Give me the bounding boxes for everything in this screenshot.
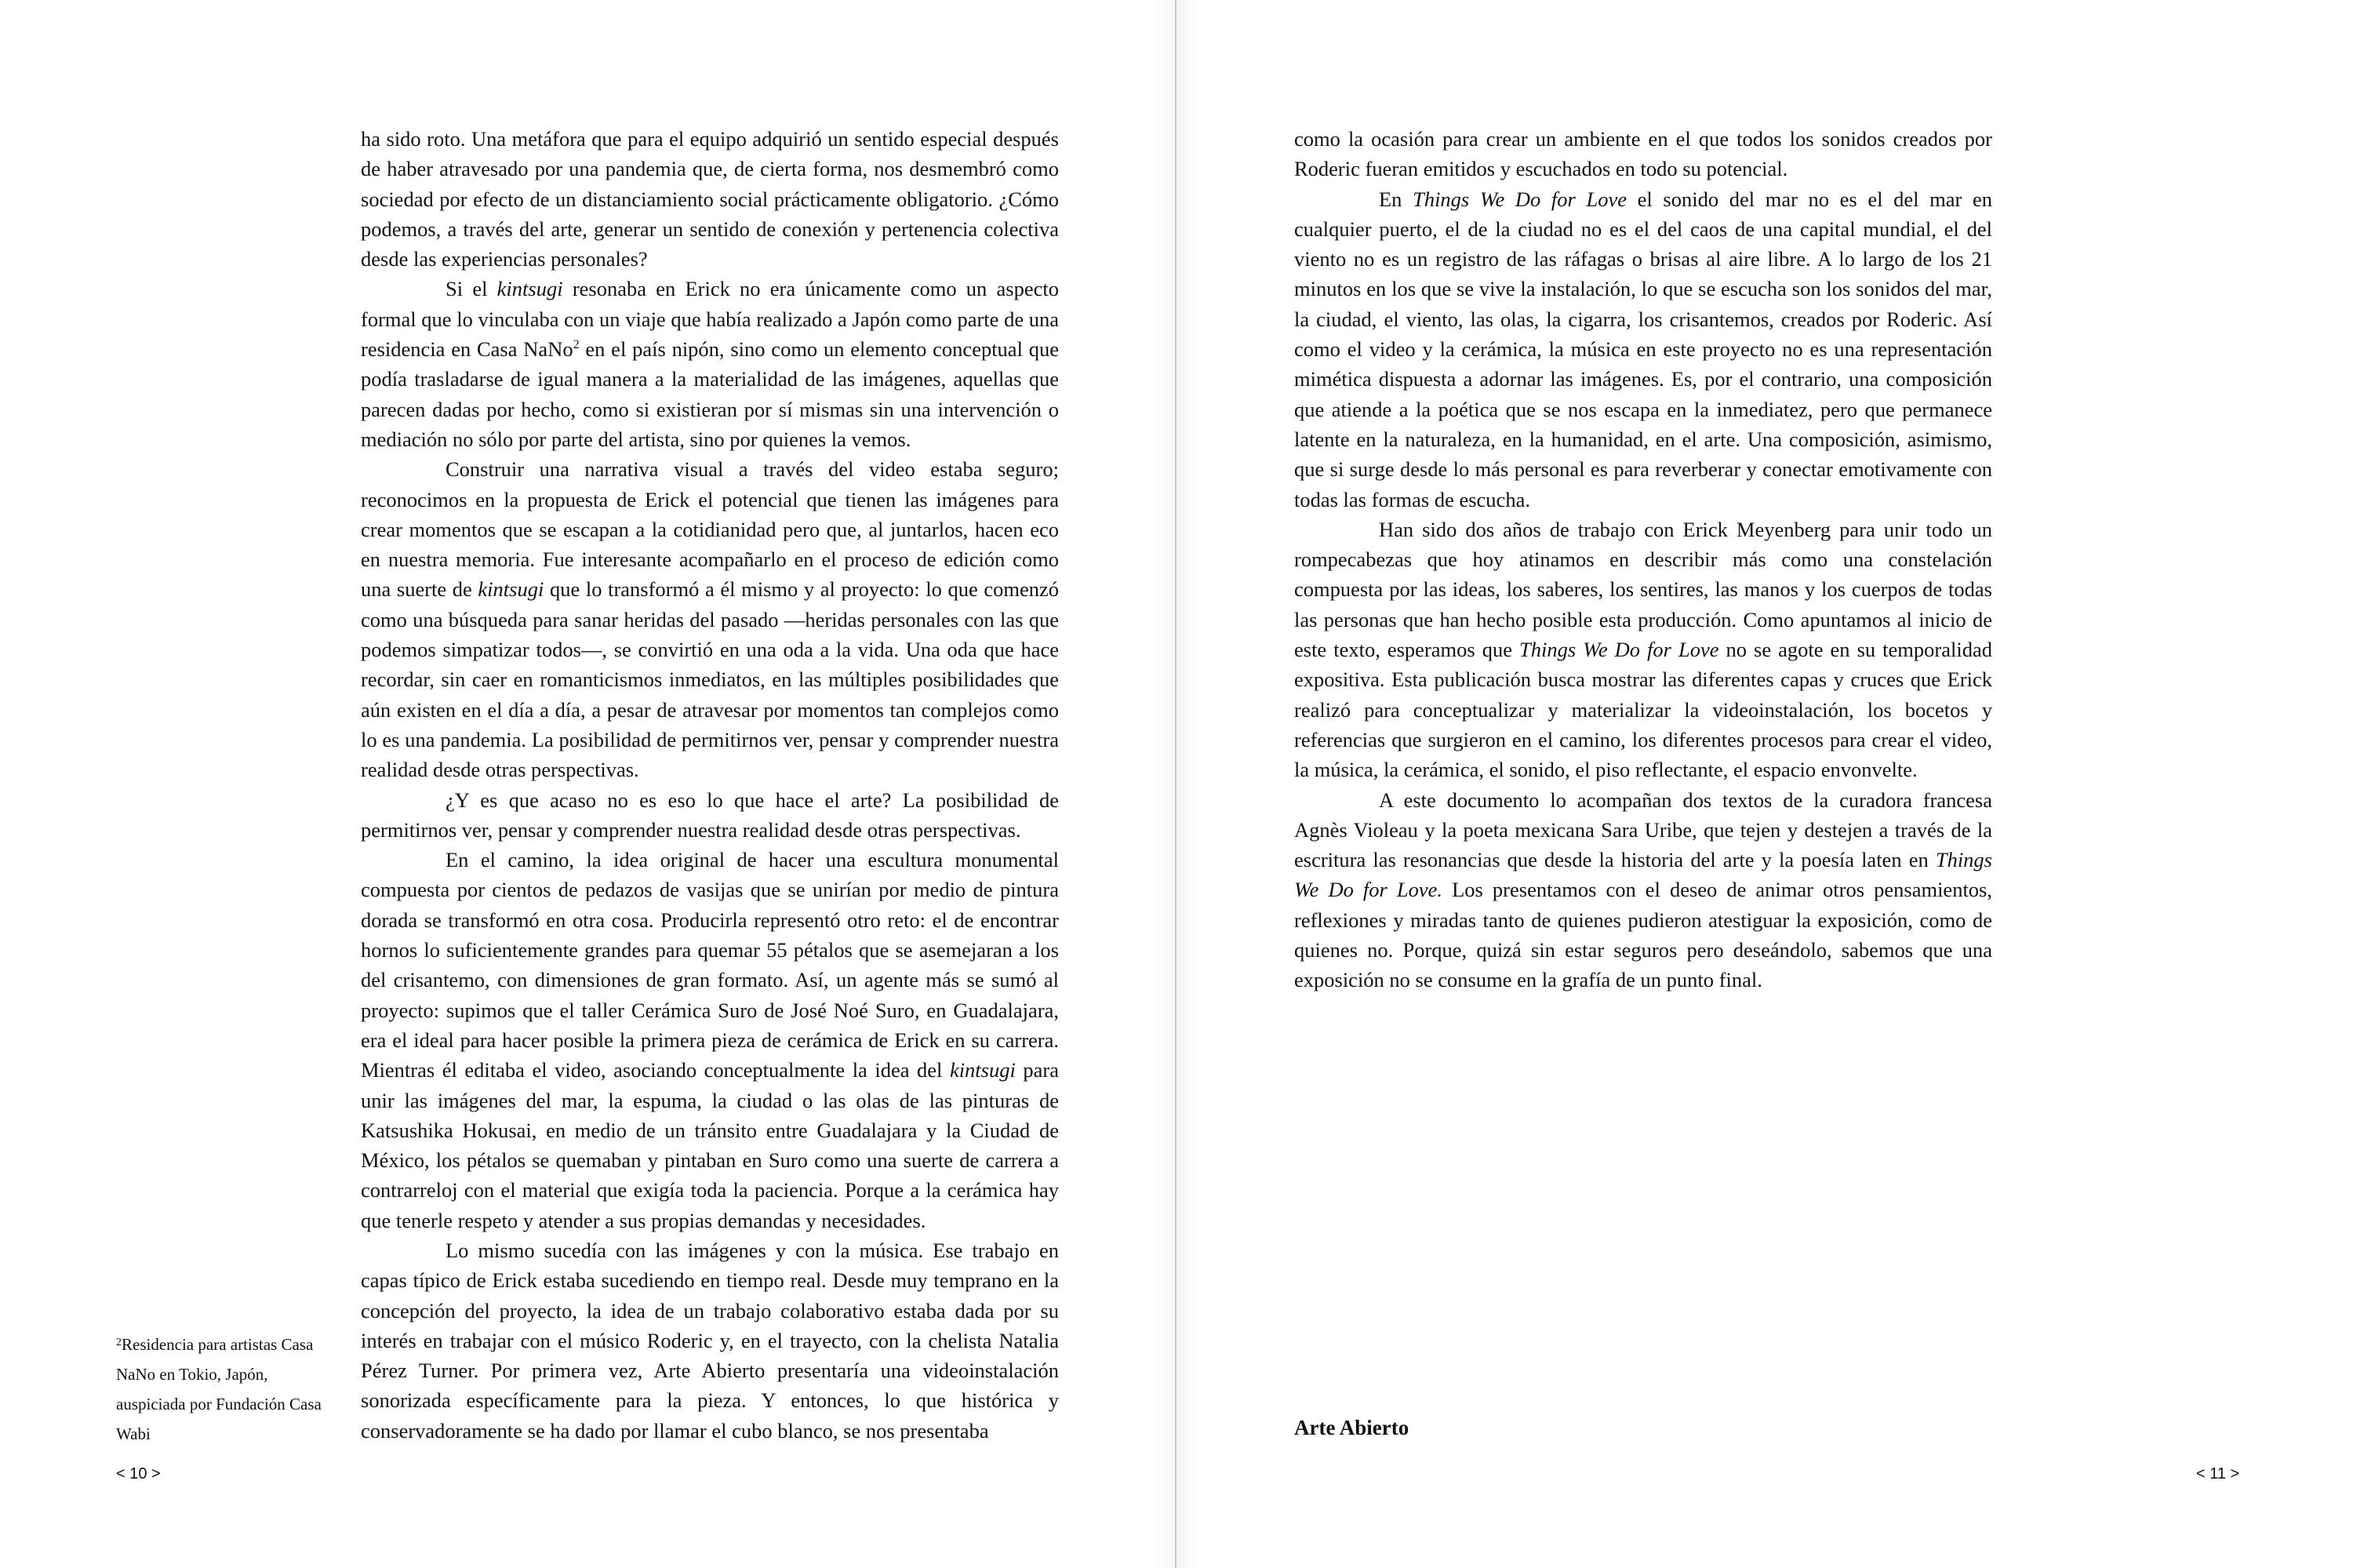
paragraph: ha sido roto. Una metáfora que para el equipo adquirió un sentido especial después de haber atravesado por una pandemia que, de cierta forma, nos desmembró como sociedad por efecto de un distanciamiento social prácticamente obligatorio. ¿Cómo podemos, a través del arte, generar un sentido de conexión y pertenencia colectiva desde las experiencias personales?	[361, 127, 1059, 271]
paragraph: En Things We Do for Love el sonido del mar no es el del mar en cualquier puerto, el de la ciudad no es el del caos de una capital mundial, el del viento no es un registro de las ráfagas o brisas al aire libre. A lo largo de los 21 minutos en los que se vive la instalación, lo que se escucha son los sonidos del mar, la ciudad, el viento, las olas, la cigarra, los crisantemos, creados por Roderic. Así como el video y la cerámica, la música en este proyecto no es una representación mimética dispuesta a adornar las imágenes. Es, por el contrario, una composición que atiende a la poética que se nos escapa en la inmediatez, pero que permanece latente en la naturaleza, en la humanidad, en el arte. Una composición, asimismo, que si surge desde lo más personal es para reverberar y conectar emotivamente con todas las formas de escucha.	[1294, 187, 1992, 511]
footnote	[116, 1328, 336, 1449]
paragraph: Han sido dos años de trabajo con Erick Meyenberg para unir todo un rompecabezas que hoy atinamos en describir más como una constelación compuesta por las ideas, los saberes, los sentires, las manos y los cuerpos de todas las personas que han hecho posible esta producción. Como apuntamos al inicio de este texto, esperamos que Things We Do for Love no se agote en su temporalidad expositiva. Esta publicación busca mostrar las diferentes capas y cruces que Erick realizó para conceptualizar y materializar la videoinstalación, los bocetos y referencias que surgieron en el camino, los diferentes procesos para crear el video, la música, la cerámica, el sonido, el piso reflectante, el espacio envonvelte.	[1294, 517, 1992, 782]
page-number-right: < 11 >	[2196, 1465, 2240, 1483]
paragraph: Construir una narrativa visual a través del video estaba seguro; reconocimos en la propuesta de Erick el potencial que tienen las imágenes para crear momentos que se escapan a la cotidianidad pero que, al juntarlos, hacen eco en nuestra memoria. Fue interesante acompañarlo en el proceso de edición como una suerte de kintsugi que lo transformó a él mismo y al proyecto: lo que comenzó como una búsqueda para sanar heridas del pasado —heridas personales con las que podemos simpatizar todos—, se convirtió en una oda a la vida. Una oda que hace recordar, sin caer en romanticismos inmediatos, en las múltiples posibilidades que aún existen en el día a día, a pesar de atravesar por momentos tan complejos como lo es una pandemia. La posibilidad de permitirnos ver, pensar y comprender nuestra realidad desde otras perspectivas.	[361, 457, 1059, 782]
paragraph: Si el kintsugi resonaba en Erick no era únicamente como un aspecto formal que lo vinculaba con un viaje que había realizado a Japón como parte de una residencia en Casa NaNo$^2$ en el país nipón, sino como un elemento conceptual que podía trasladarse de igual manera a la materialidad de las imágenes, aquellas que parecen dadas por hecho, como si existieran por sí mismas sin una intervención o mediación no sólo por parte del artista, sino por quienes la vemos.	[361, 277, 1059, 451]
paragraph: como la ocasión para crear un ambiente en el que todos los sonidos creados por Roderic fueran emitidos y escuchados en todo su potencial.	[1294, 127, 1992, 181]
book-gutter-shadow	[1153, 0, 1200, 1568]
paragraph: En el camino, la idea original de hacer una escultura monumental compuesta por cientos de pedazos de vasijas que se unirían por medio de pintura dorada se transformó en otra cosa. Producirla representó otro reto: el de encontrar hornos lo suficientemente grandes para quemar 55 pétalos que se asemejaran a los del crisantemo, con dimensiones de gran formato. Así, un agente más se sumó al proyecto: supimos que el taller Cerámica Suro de José Noé Suro, en Guadalajara, era el ideal para hacer posible la primera pieza de cerámica de Erick en su carrera. Mientras él editaba el video, asociando conceptualmente la idea del kintsugi para unir las imágenes del mar, la espuma, la ciudad o las olas de las pinturas de Katsushika Hokusai, en medio de un tránsito entre Guadalajara y la Ciudad de México, los pétalos se quemaban y pintaban en Suro como una suerte de carrera a contrarreloj con el material que exigía toda la paciencia. Porque a la cerámica hay que tenerle respeto y atender a sus propias demandas y necesidades.	[361, 848, 1059, 1232]
signature: Arte Abierto	[1294, 1416, 1409, 1439]
footnote-reference: 2	[573, 338, 580, 352]
paragraph: ¿Y es que acaso no es eso lo que hace el arte? La posibilidad de permitirnos ver, pensar y comprender nuestra realidad desde otras perspectivas.	[361, 788, 1059, 842]
footnote-number: 2	[116, 1337, 122, 1348]
paragraph: Lo mismo sucedía con las imágenes y con la música. Ese trabajo en capas típico de Erick estaba sucediendo en tiempo real. Desde muy temprano en la concepción del proyecto, la idea de un trabajo colaborativo estaba dada por su interés en trabajar con el músico Roderic y, en el trayecto, con la chelista Natalia Pérez Turner. Por primera vez, Arte Abierto presentaría una videoinstalación sonorizada específicamente para la pieza. Y entonces, lo que histórica y conservadoramente se ha dado por llamar el cubo blanco, se nos presentaba	[361, 1238, 1059, 1442]
page-number-left: < 10 >	[116, 1465, 161, 1483]
left-page-body	[361, 124, 1059, 1446]
right-page-body	[1294, 124, 1992, 995]
book-gutter	[1175, 0, 1176, 1568]
footnote-text: Residencia para artistas Casa NaNo en Tokio, Japón, auspiciada por Fundación Casa Wabi	[116, 1335, 322, 1443]
paragraph: A este documento lo acompañan dos textos de la curadora francesa Agnès Violeau y la poeta mexicana Sara Uribe, que tejen y destejen a través de la escritura las resonancias que desde la historia del arte y la poesía laten en Things We Do for Love. Los presentamos con el deseo de animar otros pensamientos, reflexiones y miradas tanto de quienes pudieron atestiguar la exposición, como de quienes no. Porque, quizá sin estar seguros pero deseándolo, sabemos que una exposición no se consume en la grafía de un punto final.	[1294, 788, 1992, 992]
